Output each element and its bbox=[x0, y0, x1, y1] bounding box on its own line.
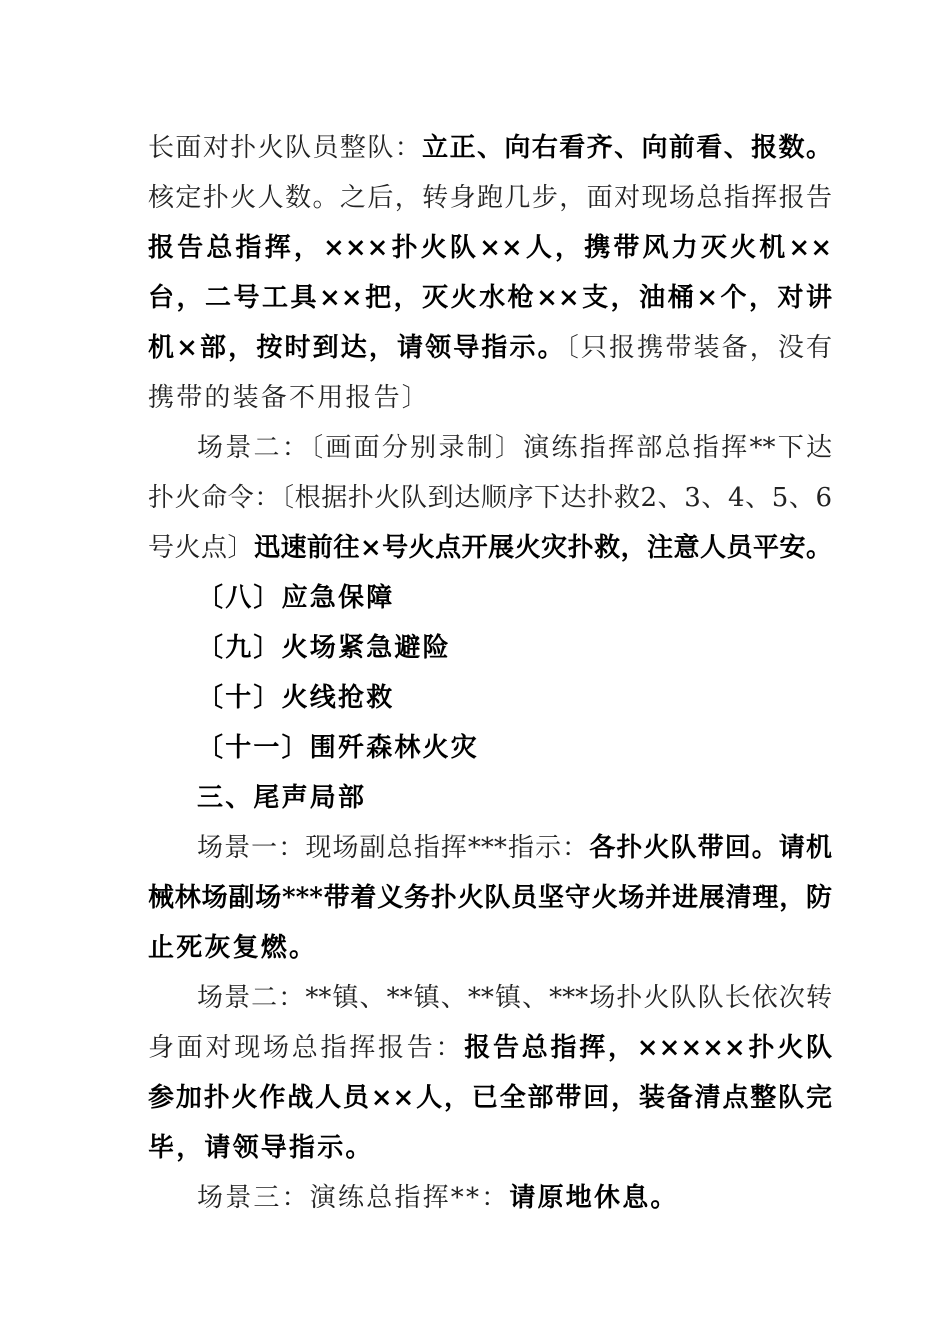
section-heading: 〔九〕火场紧急避险 bbox=[197, 633, 451, 663]
text-line: 场景二：**镇、**镇、**镇、***场扑火队队长依次转 bbox=[197, 983, 832, 1013]
text-line: 械林场副场***带着义务扑火队员坚守火场并进展清理，防 bbox=[148, 883, 832, 913]
text-line: 场景一：现场副总指挥***指示：各扑火队带回。请机 bbox=[197, 833, 832, 863]
text-line: 号火点〕迅速前往×号火点开展火灾扑救，注意人员平安。 bbox=[148, 533, 832, 563]
section-heading: 〔八〕应急保障 bbox=[197, 583, 395, 613]
text-line: 机×部，按时到达，请领导指示。〔只报携带装备，没有 bbox=[148, 333, 832, 363]
text-line: 参加扑火作战人员××人，已全部带回，装备清点整队完 bbox=[148, 1083, 832, 1113]
text-line: 核定扑火人数。之后，转身跑几步，面对现场总指挥报告 bbox=[148, 183, 832, 213]
section-heading: 〔十一〕围歼森林火灾 bbox=[197, 733, 480, 763]
text-line: 携带的装备不用报告〕 bbox=[148, 383, 431, 413]
text-line: 身面对现场总指挥报告：报告总指挥，×××××扑火队 bbox=[148, 1033, 832, 1063]
text-line: 止死灰复燃。 bbox=[148, 933, 318, 963]
text-line: 台，二号工具××把，灭火水枪××支，油桶×个，对讲 bbox=[148, 283, 832, 313]
text-line: 场景二：〔画面分别录制〕演练指挥部总指挥**下达 bbox=[197, 433, 832, 463]
text-line: 长面对扑火队员整队：立正、向右看齐、向前看、报数。 bbox=[148, 133, 832, 163]
section-heading: 三、尾声局部 bbox=[197, 783, 367, 813]
text-line: 场景三：演练总指挥**：请原地休息。 bbox=[197, 1183, 679, 1213]
text-line: 报告总指挥，×××扑火队××人，携带风力灭火机×× bbox=[148, 233, 832, 263]
text-line: 毕，请领导指示。 bbox=[148, 1133, 374, 1163]
section-heading: 〔十〕火线抢救 bbox=[197, 683, 395, 713]
text-line: 扑火命令：〔根据扑火队到达顺序下达扑救2、3、4、5、6 bbox=[148, 483, 832, 513]
